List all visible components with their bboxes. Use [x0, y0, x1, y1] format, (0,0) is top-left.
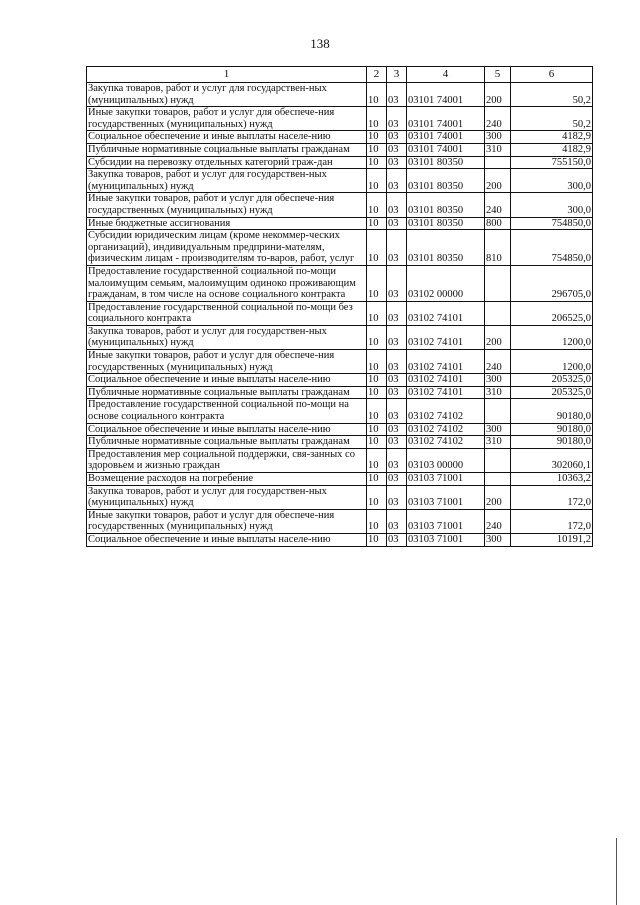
- row-cell-c5: [485, 265, 511, 301]
- row-cell-c3: 03: [387, 473, 407, 486]
- table-row: [87, 217, 593, 230]
- table-row: [87, 533, 593, 546]
- table-row: [87, 193, 593, 217]
- budget-table: [86, 66, 593, 547]
- row-cell-c5: 310: [485, 143, 511, 156]
- row-cell-c3: 03: [387, 350, 407, 374]
- row-cell-c6: 90180,0: [511, 399, 593, 423]
- row-cell-c6: 50,2: [511, 83, 593, 107]
- row-cell-c6: 4182,9: [511, 143, 593, 156]
- page-number: 138: [310, 36, 330, 51]
- row-cell-c3: 03: [387, 131, 407, 144]
- row-cell-c3: 03: [387, 230, 407, 266]
- row-label: Предоставление государственной социальной по-мощи малоимущим семьям, малоимущим одиноко проживающим гражданам, в том числе на основе социального контракта: [87, 265, 367, 301]
- row-cell-c5: [485, 301, 511, 325]
- row-cell-c6: 1200,0: [511, 325, 593, 349]
- row-cell-c3: 03: [387, 386, 407, 399]
- row-cell-c5: [485, 448, 511, 472]
- row-label: Социальное обеспечение и иные выплаты населе-нию: [87, 533, 367, 546]
- row-cell-c6: 302060,1: [511, 448, 593, 472]
- row-label: Иные закупки товаров, работ и услуг для обеспече-ния государственных (муниципальных) нужд: [87, 193, 367, 217]
- row-cell-c3: 03: [387, 533, 407, 546]
- row-cell-c2: 10: [367, 217, 387, 230]
- table-row: [87, 374, 593, 387]
- row-label: Закупка товаров, работ и услуг для государствен-ных (муниципальных) нужд: [87, 325, 367, 349]
- row-cell-c4: 03103 71001: [407, 533, 485, 546]
- row-cell-c2: 10: [367, 169, 387, 193]
- row-cell-c4: 03101 74001: [407, 131, 485, 144]
- table-row: [87, 83, 593, 107]
- row-cell-c3: 03: [387, 448, 407, 472]
- row-cell-c3: 03: [387, 193, 407, 217]
- table-row: [87, 325, 593, 349]
- row-label: Иные закупки товаров, работ и услуг для обеспече-ния государственных (муниципальных) нужд: [87, 509, 367, 533]
- row-cell-c2: 10: [367, 230, 387, 266]
- table-row: [87, 423, 593, 436]
- row-cell-c4: 03101 80350: [407, 193, 485, 217]
- table-row: [87, 350, 593, 374]
- row-cell-c4: 03101 74001: [407, 107, 485, 131]
- row-label: Закупка товаров, работ и услуг для государствен-ных (муниципальных) нужд: [87, 169, 367, 193]
- row-cell-c2: 10: [367, 473, 387, 486]
- table-row: [87, 399, 593, 423]
- row-cell-c6: 754850,0: [511, 230, 593, 266]
- row-cell-c5: 800: [485, 217, 511, 230]
- row-cell-c5: 200: [485, 169, 511, 193]
- row-cell-c2: 10: [367, 265, 387, 301]
- row-cell-c5: [485, 156, 511, 169]
- row-cell-c5: 310: [485, 386, 511, 399]
- row-cell-c2: 10: [367, 131, 387, 144]
- row-cell-c3: 03: [387, 217, 407, 230]
- row-cell-c6: 300,0: [511, 169, 593, 193]
- row-cell-c6: 90180,0: [511, 423, 593, 436]
- row-cell-c2: 10: [367, 485, 387, 509]
- row-cell-c4: 03103 00000: [407, 448, 485, 472]
- row-cell-c3: 03: [387, 301, 407, 325]
- row-cell-c2: 10: [367, 107, 387, 131]
- row-cell-c4: 03103 71001: [407, 509, 485, 533]
- row-cell-c4: 03103 71001: [407, 485, 485, 509]
- row-cell-c4: 03102 74102: [407, 436, 485, 449]
- row-cell-c6: 172,0: [511, 485, 593, 509]
- row-cell-c2: 10: [367, 374, 387, 387]
- row-label: Предоставления мер социальной поддержки, свя-занных со здоровьем и жизнью граждан: [87, 448, 367, 472]
- row-cell-c4: 03102 74101: [407, 350, 485, 374]
- row-cell-c4: 03101 80350: [407, 156, 485, 169]
- row-label: Закупка товаров, работ и услуг для государствен-ных (муниципальных) нужд: [87, 485, 367, 509]
- row-cell-c4: 03101 74001: [407, 83, 485, 107]
- row-cell-c5: 240: [485, 107, 511, 131]
- row-cell-c2: 10: [367, 448, 387, 472]
- row-cell-c5: 200: [485, 325, 511, 349]
- row-label: Предоставление государственной социальной по-мощи на основе социального контракта: [87, 399, 367, 423]
- row-cell-c3: 03: [387, 156, 407, 169]
- row-label: Социальное обеспечение и иные выплаты населе-нию: [87, 374, 367, 387]
- header-col-2: 2: [367, 67, 387, 83]
- row-cell-c5: 310: [485, 436, 511, 449]
- row-cell-c4: 03103 71001: [407, 473, 485, 486]
- row-cell-c6: 755150,0: [511, 156, 593, 169]
- row-cell-c2: 10: [367, 436, 387, 449]
- row-cell-c3: 03: [387, 423, 407, 436]
- row-cell-c5: 300: [485, 131, 511, 144]
- row-cell-c6: 10191,2: [511, 533, 593, 546]
- row-cell-c4: 03102 74102: [407, 423, 485, 436]
- row-cell-c6: 300,0: [511, 193, 593, 217]
- header-col-4: 4: [407, 67, 485, 83]
- row-cell-c2: 10: [367, 350, 387, 374]
- row-cell-c2: 10: [367, 156, 387, 169]
- row-cell-c3: 03: [387, 107, 407, 131]
- row-cell-c3: 03: [387, 143, 407, 156]
- row-label: Закупка товаров, работ и услуг для государствен-ных (муниципальных) нужд: [87, 83, 367, 107]
- header-col-1: 1: [87, 67, 367, 83]
- row-label: Публичные нормативные социальные выплаты гражданам: [87, 143, 367, 156]
- row-cell-c2: 10: [367, 143, 387, 156]
- row-cell-c6: 172,0: [511, 509, 593, 533]
- row-cell-c3: 03: [387, 265, 407, 301]
- row-cell-c5: 240: [485, 193, 511, 217]
- table-row: [87, 436, 593, 449]
- table-row: [87, 301, 593, 325]
- row-cell-c2: 10: [367, 533, 387, 546]
- row-cell-c3: 03: [387, 325, 407, 349]
- row-cell-c3: 03: [387, 509, 407, 533]
- row-cell-c6: 10363,2: [511, 473, 593, 486]
- row-cell-c2: 10: [367, 509, 387, 533]
- table-row: [87, 107, 593, 131]
- row-cell-c4: 03101 80350: [407, 169, 485, 193]
- table-row: [87, 448, 593, 472]
- scan-margin-line: [616, 838, 617, 905]
- table-row: [87, 131, 593, 144]
- row-cell-c5: 200: [485, 83, 511, 107]
- row-cell-c3: 03: [387, 436, 407, 449]
- row-cell-c4: 03102 74101: [407, 374, 485, 387]
- row-cell-c3: 03: [387, 399, 407, 423]
- row-cell-c3: 03: [387, 374, 407, 387]
- row-label: Социальное обеспечение и иные выплаты населе-нию: [87, 423, 367, 436]
- row-cell-c2: 10: [367, 325, 387, 349]
- row-label: Иные закупки товаров, работ и услуг для обеспече-ния государственных (муниципальных) нужд: [87, 107, 367, 131]
- header-col-3: 3: [387, 67, 407, 83]
- row-cell-c6: 205325,0: [511, 386, 593, 399]
- row-cell-c5: [485, 473, 511, 486]
- table-header-row: [87, 67, 593, 83]
- row-cell-c2: 10: [367, 83, 387, 107]
- row-label: Иные закупки товаров, работ и услуг для обеспече-ния государственных (муниципальных) нужд: [87, 350, 367, 374]
- row-cell-c3: 03: [387, 83, 407, 107]
- row-cell-c4: 03101 80350: [407, 217, 485, 230]
- row-label: Субсидии юридическим лицам (кроме некоммер-ческих организаций), индивидуальным предприни-мателям, физическим лицам - производителям то-варов, работ, услуг: [87, 230, 367, 266]
- row-cell-c5: 200: [485, 485, 511, 509]
- row-cell-c6: 1200,0: [511, 350, 593, 374]
- row-cell-c5: 300: [485, 533, 511, 546]
- table-row: [87, 473, 593, 486]
- table-row: [87, 156, 593, 169]
- table-row: [87, 169, 593, 193]
- header-col-5: 5: [485, 67, 511, 83]
- row-cell-c4: 03101 74001: [407, 143, 485, 156]
- row-label: Публичные нормативные социальные выплаты гражданам: [87, 386, 367, 399]
- row-cell-c6: 4182,9: [511, 131, 593, 144]
- row-cell-c2: 10: [367, 386, 387, 399]
- table-row: [87, 485, 593, 509]
- row-cell-c6: 50,2: [511, 107, 593, 131]
- row-cell-c5: 300: [485, 374, 511, 387]
- row-cell-c4: 03101 80350: [407, 230, 485, 266]
- row-cell-c4: 03102 74102: [407, 399, 485, 423]
- table-row: [87, 386, 593, 399]
- row-label: Публичные нормативные социальные выплаты гражданам: [87, 436, 367, 449]
- header-col-6: 6: [511, 67, 593, 83]
- row-cell-c4: 03102 74101: [407, 386, 485, 399]
- row-cell-c6: 90180,0: [511, 436, 593, 449]
- row-cell-c6: 296705,0: [511, 265, 593, 301]
- row-cell-c4: 03102 74101: [407, 301, 485, 325]
- row-cell-c6: 206525,0: [511, 301, 593, 325]
- table-body: [87, 83, 593, 547]
- row-cell-c2: 10: [367, 193, 387, 217]
- row-cell-c3: 03: [387, 485, 407, 509]
- row-cell-c2: 10: [367, 423, 387, 436]
- row-cell-c2: 10: [367, 301, 387, 325]
- row-cell-c5: 300: [485, 423, 511, 436]
- row-label: Субсидии на перевозку отдельных категорий граж-дан: [87, 156, 367, 169]
- row-label: Социальное обеспечение и иные выплаты населе-нию: [87, 131, 367, 144]
- row-label: Предоставление государственной социальной по-мощи без социального контракта: [87, 301, 367, 325]
- row-cell-c5: 240: [485, 350, 511, 374]
- table-row: [87, 265, 593, 301]
- row-cell-c2: 10: [367, 399, 387, 423]
- row-label: Возмещение расходов на погребение: [87, 473, 367, 486]
- table-row: [87, 509, 593, 533]
- row-cell-c3: 03: [387, 169, 407, 193]
- row-cell-c5: [485, 399, 511, 423]
- row-cell-c4: 03102 74101: [407, 325, 485, 349]
- table-row: [87, 143, 593, 156]
- row-label: Иные бюджетные ассигнования: [87, 217, 367, 230]
- row-cell-c5: 240: [485, 509, 511, 533]
- row-cell-c4: 03102 00000: [407, 265, 485, 301]
- row-cell-c6: 754850,0: [511, 217, 593, 230]
- table-row: [87, 230, 593, 266]
- row-cell-c5: 810: [485, 230, 511, 266]
- row-cell-c6: 205325,0: [511, 374, 593, 387]
